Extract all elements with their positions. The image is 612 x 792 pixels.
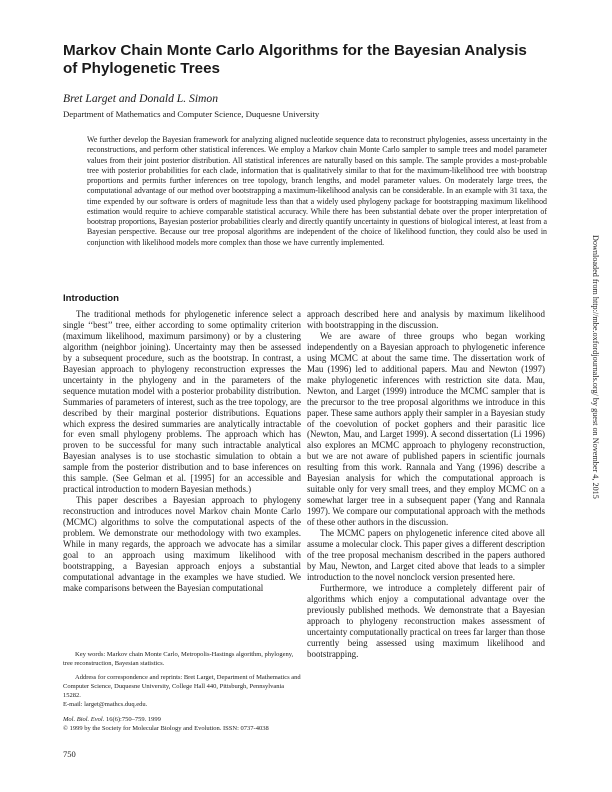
intro-paragraph: The MCMC papers on phylogenetic inference cited above all assume a molecular clock. This paper gives a different description of the tree proposal mechanism described in the papers authored by Mau, Newton, and Larget cited above that leads to a simpler introduction to the novel nonclock version presented here.: [307, 528, 545, 582]
correspondence-email: E-mail: larget@mathcs.duq.edu.: [63, 700, 148, 708]
article-title: Markov Chain Monte Carlo Algorithms for the Bayesian Analysis of Phylogenetic Trees: [63, 42, 527, 77]
right-column: [307, 309, 545, 781]
left-column: [63, 309, 301, 639]
correspondence-address: Address for correspondence and reprints: Bret Larget, Department of Mathematics and Computer Science, Duquesne University, College Hall 440, Pittsburgh, Pennsylvania 15282.: [63, 674, 301, 699]
intro-paragraph: Furthermore, we introduce a completely different pair of algorithms which enjoy a computational advantage over the previously published methods. We demonstrate that a Bayesian approach to phylogeny reconstruction makes assessment of uncertainty computationally practical on trees far larger than those currently being assessed using maximum likelihood and bootstrapping.: [307, 582, 545, 659]
author-affiliation: Department of Mathematics and Computer Science, Duquesne University: [63, 109, 320, 119]
article-authors: Bret Larget and Donald L. Simon: [63, 92, 219, 105]
copyright-line: © 1999 by the Society for Molecular Biology and Evolution. ISSN: 0737-4038: [63, 724, 269, 732]
journal-volume: 16(6):750–759. 1999: [104, 716, 161, 724]
page-number: 750: [63, 749, 76, 759]
journal-name: Mol. Biol. Evol.: [63, 716, 105, 724]
keywords-note: Key words: Markov chain Monte Carlo, Metropolis-Hastings algorithm, phylogeny, tree reconstruction, Bayesian statistics.: [63, 651, 294, 667]
download-watermark: Downloaded from http://mbe.oxfordjournals.org/ by guest on November 4, 2015: [591, 235, 600, 499]
footnotes: [63, 651, 301, 734]
correspondence-note: [63, 674, 301, 709]
section-heading-introduction: Introduction: [63, 293, 119, 304]
abstract: We further develop the Bayesian framework for analyzing aligned nucleotide sequence data to reconstruct phylogenies, assess uncertainty in the reconstructions, and perform other statistical inferences. We employ a Markov chain Monte Carlo sampler to sample trees and model parameter values from their joint posterior distribution. All statistical inferences are naturally based on this sample. The sample provides a most-probable tree with posterior probabilities for each clade, information that is qualitatively similar to that for the maximum-likelihood tree with bootstrap proportions and permits further inferences on tree topology, branch lengths, and model parameter values. On moderately large trees, the computational advantage of our method over bootstrapping a maximum-likelihood analysis can be considerable. In an example with 31 taxa, the time expended by our software is orders of magnitude less than that a widely used phylogeny package for bootstrapping maximum likelihood estimation would require to achieve comparable statistical accuracy. While there has been substantial debate over the proper interpretation of bootstrap proportions, Bayesian posterior probabilities clearly and directly quantify uncertainty in questions of biological interest, at least from a Bayesian perspective. Because our tree proposal algorithms are independent of the choice of likelihood function, they could also be used in conjunction with likelihood models more complex than those we have currently implemented.: [87, 135, 547, 247]
journal-citation: [63, 716, 301, 725]
intro-paragraph: This paper describes a Bayesian approach to phylogeny reconstruction and introduces novel Markov chain Monte Carlo (MCMC) algorithms to solve the computational aspects of the problem. We demonstrate our methodology with two examples. While in many regards, the approach we advocate has a similar goal to an approach using maximum likelihood with bootstrapping, a Bayesian approach enjoys a substantial computational advantage in the examples we have studied. We make comparisons between the Bayesian computational: [63, 495, 301, 593]
intro-paragraph: The traditional methods for phylogenetic inference select a single ‘‘best’’ tree, either according to some optimality criterion (maximum likelihood, maximum parsimony) or by a clustering algorithm (neighbor joining). Uncertainty may then be assessed by a subsequent procedure, such as the bootstrap. In contrast, a Bayesian approach to phylogeny reconstruction expresses the uncertainty in the phylogeny and in the parameters of the sequence mutation model with a posterior probability distribution. Summaries of parameters of interest, such as the tree topology, are described by their marginal posterior distributions. Equations which express the desired summaries are analytically intractable for even small phylogeny problems. The approach which has proven to be successful for many such intractable analytical Bayesian analyses is to use stochastic simulation to obtain a sample from the posterior distribution and to base inferences on this sample. (See Gelman et al. [1995] for an accessible and practical introduction to modern Bayesian methods.): [63, 309, 301, 495]
intro-paragraph: We are aware of three groups who began working independently on a Bayesian approach to phylogenetic inference using MCMC at about the same time. The dissertation work of Mau (1996) led to additional papers. Mau and Newton (1997) make phylogenetic inferences with restriction site data. Mau, Newton, and Larget (1999) introduce the MCMC sampler that is the precursor to the tree proposal algorithms we introduce in this paper. These same authors apply their sampler in a Bayesian study of the coevolution of pocket gophers and their parasitic lice (Newton, Mau, and Larget 1999). A second dissertation (Li 1996) also explores an MCMC approach to phylogeny reconstruction, but we are not aware of published papers in scientific journals resulting from this work. Rannala and Yang (1996) describe a Bayesian analysis for which the computational approach is suitable only for very small trees, and they employ MCMC on a somewhat larger tree in a subsequent paper (Yang and Rannala 1997). We compare our computational approach with the methods of these other authors in the discussion.: [307, 330, 545, 528]
intro-paragraph-continued: approach described here and analysis by maximum likelihood with bootstrapping in the discussion.: [307, 309, 545, 330]
